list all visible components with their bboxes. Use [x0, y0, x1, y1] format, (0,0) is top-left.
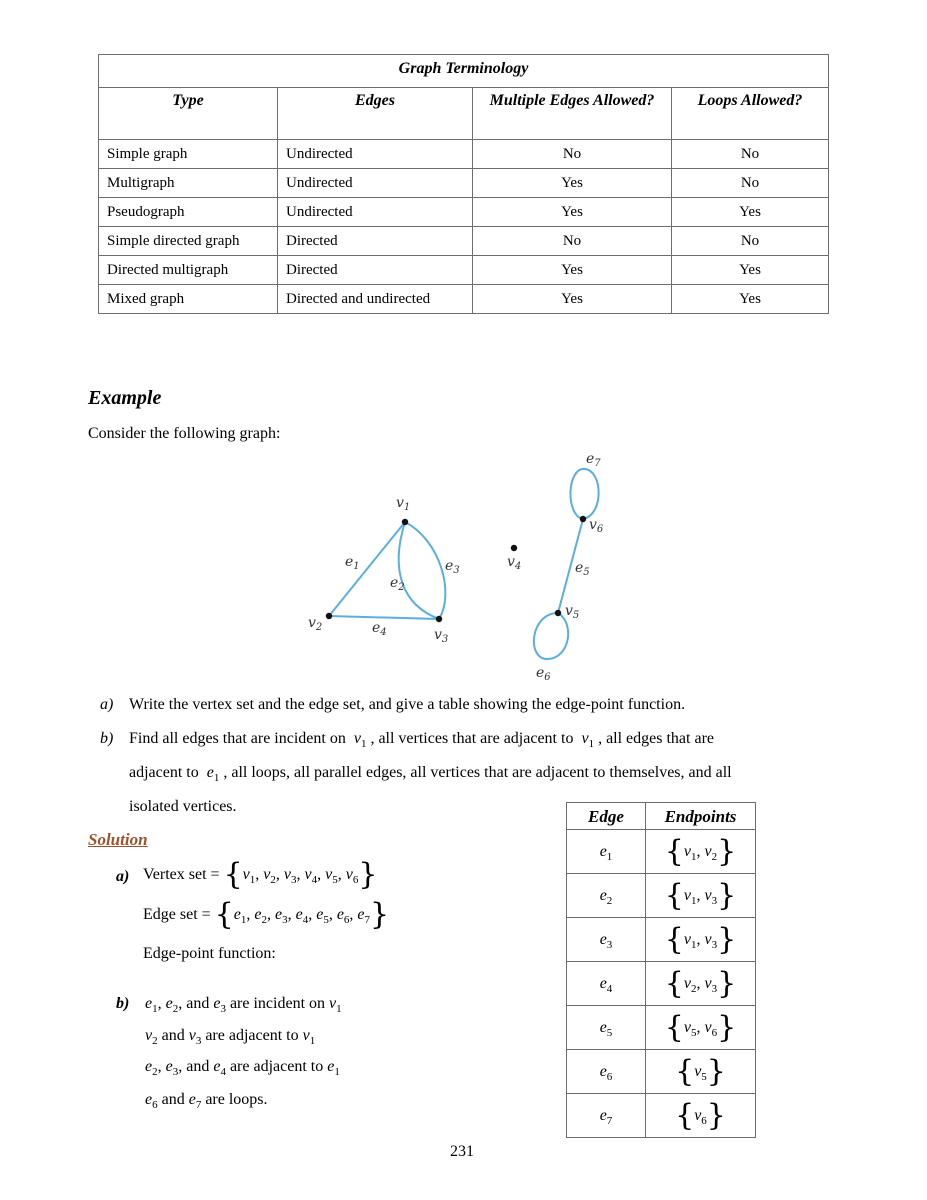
solution-heading: Solution	[88, 830, 148, 849]
edge-e2	[399, 522, 439, 619]
cell-endpoints: $\{v_6\}$	[646, 1094, 756, 1138]
label-e7: $e_7$	[586, 451, 601, 469]
table-row	[567, 874, 756, 918]
label-e6: $e_6$	[536, 665, 551, 683]
table-row	[99, 285, 829, 314]
table-row	[567, 1050, 756, 1094]
table-row	[99, 169, 829, 198]
cell-endpoints: {$v_1$, $v_2$}	[646, 830, 756, 874]
cell-edge: $e_7$	[567, 1094, 646, 1138]
question-b-line3: isolated vertices.	[129, 798, 237, 815]
cell-loops: Yes	[672, 285, 829, 314]
table-row	[567, 1094, 756, 1138]
label-e5: $e_5$	[575, 560, 590, 578]
label-e2: $e_2$	[390, 575, 405, 593]
cell-edge: $e_5$	[567, 1006, 646, 1050]
label-e1: $e_1$	[345, 554, 360, 572]
cell-edges: Directed and undirected	[278, 285, 473, 314]
solution-b-line4: $e_6$ and $e_7$ are loops.	[145, 1091, 268, 1111]
vertex-v3	[436, 616, 442, 622]
cell-edges: Undirected	[278, 198, 473, 227]
cell-edge: $e_2$	[567, 874, 646, 918]
edge-e3	[405, 522, 445, 619]
vertex-set-line: Vertex set = {$v_1$, $v_2$, $v_3$, $v_4$, $v_5$, $v_6$}	[143, 857, 378, 892]
table-row	[99, 198, 829, 227]
table-row	[567, 918, 756, 962]
label-e3: $e_3$	[445, 558, 460, 576]
graph-figure	[290, 445, 630, 690]
cell-type: Mixed graph	[99, 285, 278, 314]
table-row	[567, 830, 756, 874]
edge-point-table	[566, 802, 756, 1138]
cell-loops: No	[672, 140, 829, 169]
cell-endpoints: {$v_5$, $v_6$}	[646, 1006, 756, 1050]
edge-point-label: Edge-point function:	[143, 945, 276, 962]
table-row	[99, 140, 829, 169]
vertex-v2	[326, 613, 332, 619]
cell-endpoints: {$v_1$, $v_3$}	[646, 918, 756, 962]
page-number: 231	[450, 1143, 474, 1160]
vertex-v5	[555, 610, 561, 616]
edge-e4	[329, 616, 439, 619]
cell-multiple: No	[473, 140, 672, 169]
table-row	[567, 1006, 756, 1050]
cell-loops: Yes	[672, 256, 829, 285]
cell-type: Simple directed graph	[99, 227, 278, 256]
example-heading: Example	[88, 387, 162, 409]
cell-edges: Directed	[278, 256, 473, 285]
cell-edge: $e_1$	[567, 830, 646, 874]
question-a-label: a)	[100, 696, 114, 713]
edge-e1	[329, 522, 405, 616]
solution-b-line2: $v_2$ and $v_3$ are adjacent to $v_1$	[145, 1027, 316, 1047]
label-e4: $e_4$	[372, 620, 387, 638]
column-header-endpoints: Endpoints	[646, 803, 756, 830]
cell-edges: Undirected	[278, 169, 473, 198]
cell-endpoints: {$v_1$, $v_3$}	[646, 874, 756, 918]
table-row	[567, 962, 756, 1006]
cell-edges: Undirected	[278, 140, 473, 169]
solution-a-label: a)	[116, 868, 130, 885]
cell-loops: No	[672, 227, 829, 256]
cell-edge: $e_4$	[567, 962, 646, 1006]
vertex-v4	[511, 545, 517, 551]
column-header-multiple-edges: Multiple Edges Allowed?	[473, 88, 672, 140]
cell-multiple: Yes	[473, 285, 672, 314]
cell-type: Directed multigraph	[99, 256, 278, 285]
graph-labels	[308, 451, 604, 683]
cell-type: Simple graph	[99, 140, 278, 169]
label-v3: $v_3$	[434, 627, 449, 645]
edge-e6	[534, 613, 568, 659]
column-header-loops: Loops Allowed?	[672, 88, 829, 140]
question-b-line1: Find all edges that are incident on $v_1$ , all vertices that are adjacent to $v_1$ , all edges that are	[129, 730, 715, 750]
cell-multiple: No	[473, 227, 672, 256]
label-v6: $v_6$	[589, 517, 604, 535]
vertex-v6	[580, 516, 586, 522]
label-v5: $v_5$	[565, 603, 580, 621]
solution-b-line3: $e_2$, $e_3$, and $e_4$ are adjacent to $e_1$	[145, 1058, 340, 1078]
cell-endpoints: $\{v_5\}$	[646, 1050, 756, 1094]
table-row	[99, 227, 829, 256]
edge-set-line: Edge set = {$e_1$, $e_2$, $e_3$, $e_4$, $e_5$, $e_6$, $e_7$}	[143, 897, 390, 932]
column-header-type: Type	[99, 88, 278, 140]
edge-e7	[570, 469, 598, 519]
cell-endpoints: {$v_2$, $v_3$}	[646, 962, 756, 1006]
cell-edges: Directed	[278, 227, 473, 256]
cell-multiple: Yes	[473, 256, 672, 285]
column-header-edge: Edge	[567, 803, 646, 830]
label-v4: $v_4$	[507, 554, 522, 572]
cell-multiple: Yes	[473, 169, 672, 198]
graph-terminology-table	[98, 54, 829, 314]
cell-edge: $e_3$	[567, 918, 646, 962]
label-v2: $v_2$	[308, 615, 323, 633]
graph-edges	[329, 469, 599, 659]
table-row	[99, 256, 829, 285]
example-intro: Consider the following graph:	[88, 425, 281, 442]
question-b-label: b)	[100, 730, 114, 747]
question-b-line2: adjacent to $e_1$ , all loops, all parallel edges, all vertices that are adjacent to themselves, and all	[129, 764, 732, 784]
cell-multiple: Yes	[473, 198, 672, 227]
question-a-text: Write the vertex set and the edge set, and give a table showing the edge-point function.	[129, 696, 686, 713]
cell-type: Multigraph	[99, 169, 278, 198]
cell-loops: Yes	[672, 198, 829, 227]
solution-b-line1: $e_1$, $e_2$, and $e_3$ are incident on $v_1$	[145, 995, 342, 1015]
solution-b-label: b)	[116, 995, 130, 1012]
cell-loops: No	[672, 169, 829, 198]
cell-type: Pseudograph	[99, 198, 278, 227]
label-v1: $v_1$	[396, 495, 411, 513]
table-caption: Graph Terminology	[99, 55, 829, 88]
vertex-v1	[402, 519, 408, 525]
cell-edge: $e_6$	[567, 1050, 646, 1094]
column-header-edges: Edges	[278, 88, 473, 140]
